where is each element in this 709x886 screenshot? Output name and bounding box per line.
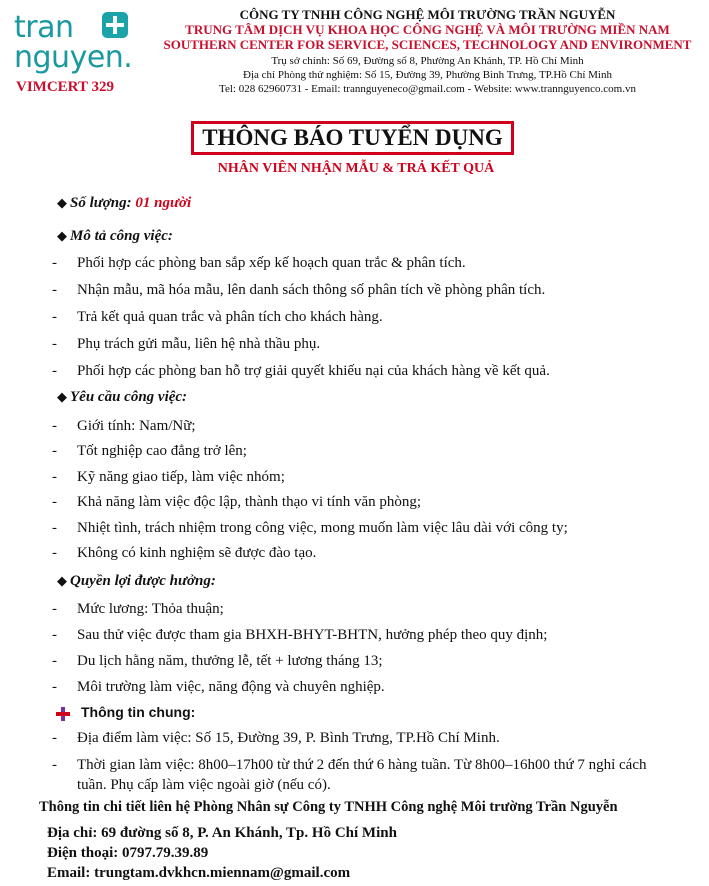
contact-heading: Thông tin chi tiết liên hệ Phòng Nhân sự Công ty TNHH Công nghệ Môi trường Trần Nguyễn xyxy=(39,799,618,815)
list-item: Nhận mẫu, mã hóa mẫu, lên danh sách thông số phân tích về phòng phân tích. xyxy=(77,282,546,298)
dash-bullet: - xyxy=(52,363,57,379)
dash-bullet: - xyxy=(52,494,57,510)
company-logo xyxy=(14,8,133,75)
center-name-en: SOUTHERN CENTER FOR SERVICE, SCIENCES, TECHNOLOGY AND ENVIRONMENT xyxy=(163,37,692,52)
list-item: Du lịch hằng năm, thưởng lễ, tết + lương tháng 13; xyxy=(77,653,383,669)
list-item: Phụ trách gửi mẫu, liên hệ nhà thầu phụ. xyxy=(77,336,321,352)
dash-bullet: - xyxy=(52,469,57,485)
center-name-vn: TRUNG TÂM DỊCH VỤ KHOA HỌC CÔNG NGHỆ VÀ MÔI TRƯỜNG MIỀN NAM xyxy=(185,22,670,37)
lab-address: Địa chỉ Phòng thử nghiệm: Số 15, Đường 39, Phường Bình Trưng, TP.Hồ Chí Minh xyxy=(243,69,612,81)
logo-plus-icon xyxy=(102,12,128,38)
dash-bullet: - xyxy=(52,443,57,459)
job-description-heading-text: Mô tả công việc: xyxy=(70,228,173,244)
position-title: NHÂN VIÊN NHẬN MẪU & TRẢ KẾT QUẢ xyxy=(217,161,495,176)
benefits-heading-text: Quyền lợi được hưởng: xyxy=(70,573,216,589)
quantity-section xyxy=(57,195,191,212)
list-item: Khả năng làm việc độc lập, thành thạo vi tính văn phòng; xyxy=(77,494,422,510)
diamond-bullet-icon: ◆ xyxy=(57,573,67,588)
list-item: Giới tính: Nam/Nữ; xyxy=(77,418,196,434)
page-title: THÔNG BÁO TUYỂN DỤNG xyxy=(191,121,514,155)
list-item: Mức lương: Thỏa thuận; xyxy=(77,601,224,617)
requirements-heading-text: Yêu cầu công việc: xyxy=(70,389,188,405)
dash-bullet: - xyxy=(52,653,57,669)
plus-arrow-icon xyxy=(56,707,70,721)
dash-bullet: - xyxy=(52,545,57,561)
head-office-address: Trụ sở chính: Số 69, Đường số 8, Phường An Khánh, TP. Hồ Chí Minh xyxy=(271,55,584,67)
diamond-bullet-icon: ◆ xyxy=(57,228,67,243)
dash-bullet: - xyxy=(52,757,57,773)
contact-phone: Điện thoại: 0797.79.39.89 xyxy=(47,845,209,861)
dash-bullet: - xyxy=(52,679,57,695)
contact-email: Email: trungtam.dvkhcn.miennam@gmail.com xyxy=(47,865,351,881)
quantity-value: 01 người xyxy=(135,195,192,211)
logo-text-tran: tran xyxy=(14,10,74,45)
dash-bullet: - xyxy=(52,601,57,617)
quantity-label: Số lượng: xyxy=(70,195,132,211)
requirements-heading xyxy=(57,389,187,406)
general-info-heading: Thông tin chung: xyxy=(81,704,196,720)
list-item: Tốt nghiệp cao đẳng trở lên; xyxy=(77,443,247,459)
dash-bullet: - xyxy=(52,282,57,298)
benefits-heading xyxy=(57,573,216,590)
job-description-heading xyxy=(57,228,173,245)
list-item: Phối hợp các phòng ban hỗ trợ giải quyết khiếu nại của khách hàng về kết quả. xyxy=(77,363,550,379)
list-item: Kỹ năng giao tiếp, làm việc nhóm; xyxy=(77,469,285,485)
dash-bullet: - xyxy=(52,520,57,536)
list-item: Địa điểm làm việc: Số 15, Đường 39, P. Bình Trưng, TP.Hồ Chí Minh. xyxy=(77,730,500,746)
dash-bullet: - xyxy=(52,309,57,325)
list-item: Nhiệt tình, trách nhiệm trong công việc, mong muốn làm việc lâu dài với công ty; xyxy=(77,520,568,536)
list-item: Phối hợp các phòng ban sắp xếp kế hoạch quan trắc & phân tích. xyxy=(77,255,466,271)
certificate-code: VIMCERT 329 xyxy=(16,79,114,95)
dash-bullet: - xyxy=(52,418,57,434)
dash-bullet: - xyxy=(52,730,57,746)
logo-text-nguyen: nguyen. xyxy=(14,40,133,75)
dash-bullet: - xyxy=(52,336,57,352)
dash-bullet: - xyxy=(52,255,57,271)
header-contact-line: Tel: 028 62960731 - Email: trannguyeneco@gmail.com - Website: www.trannguyenco.com.vn xyxy=(219,83,636,95)
contact-address: Địa chỉ: 69 đường số 8, P. An Khánh, Tp. Hồ Chí Minh xyxy=(47,825,397,841)
list-item: Thời gian làm việc: 8h00–17h00 từ thứ 2 đến thứ 6 hàng tuần. Từ 8h00–16h00 thứ 7 nghỉ cách tuần. Phụ cấp làm việc ngoài giờ (nếu có). xyxy=(77,757,647,793)
list-item: Sau thử việc được tham gia BHXH-BHYT-BHTN, hưởng phép theo quy định; xyxy=(77,627,548,643)
diamond-bullet-icon: ◆ xyxy=(57,389,67,404)
dash-bullet: - xyxy=(52,627,57,643)
list-item: Không có kinh nghiệm sẽ được đào tạo. xyxy=(77,545,317,561)
list-item: Môi trường làm việc, năng động và chuyên nghiệp. xyxy=(77,679,385,695)
company-name: CÔNG TY TNHH CÔNG NGHỆ MÔI TRƯỜNG TRẦN NGUYỄN xyxy=(239,7,616,22)
list-item: Trả kết quả quan trắc và phân tích cho khách hàng. xyxy=(77,309,383,325)
diamond-bullet-icon: ◆ xyxy=(57,195,67,210)
